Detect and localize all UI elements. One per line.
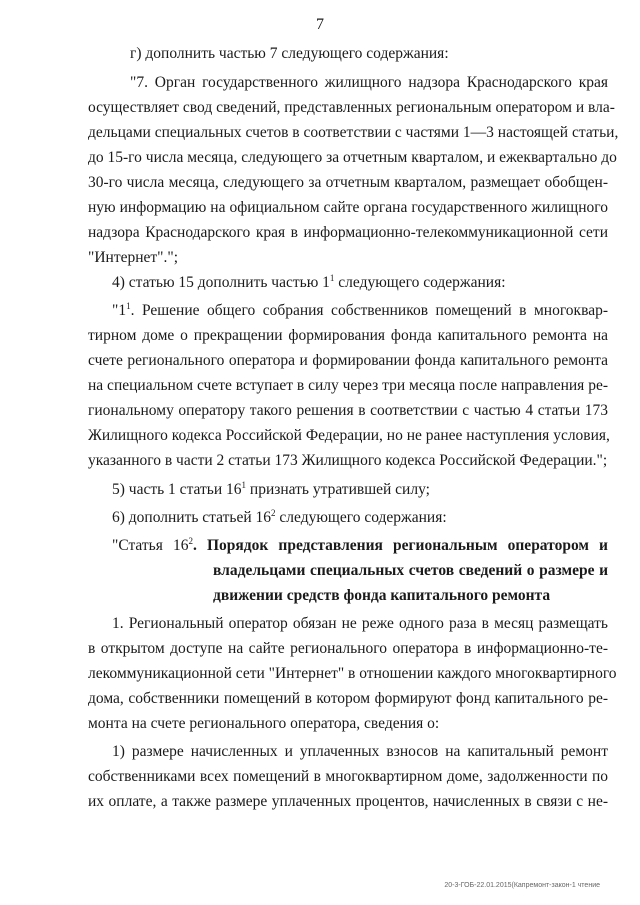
text-line: дельцами специальных счетов в соответствии с частями 1—3 настоящей статьи, xyxy=(88,124,619,141)
article-heading: "Статья $16^2$. Порядок представления региональным оператором и xyxy=(112,536,608,554)
text-line: до 15-го числа месяца, следующего за отчетным кварталом, и ежеквартально до xyxy=(88,149,617,166)
page-number: 7 xyxy=(316,16,324,33)
text-line: 4) статью 15 дополнить частью $1^1$ следующего содержания: xyxy=(112,273,506,291)
text-line: "$1^1$. Решение общего собрания собственников помещений в многоквар- xyxy=(112,301,608,319)
text-line: надзора Краснодарского края в информационно-телекоммуникационной сети xyxy=(88,224,608,241)
text-line: на специальном счете вступает в силу через три месяца после направления ре- xyxy=(88,377,608,394)
superscript: 1 xyxy=(329,273,335,283)
text-line: тирном доме о прекращении формирования фонда капитального ремонта на xyxy=(88,327,608,344)
text-line: их оплате, а также размере уплаченных процентов, начисленных в связи с не- xyxy=(88,793,608,810)
text-line: собственниками всех помещений в многоквартирном доме, задолженности по xyxy=(88,768,608,785)
text-line: дома, собственники помещений в котором формируют фонд капитального ре- xyxy=(88,690,608,707)
text-line: ную информацию на официальном сайте органа государственного жилищного xyxy=(88,199,608,216)
text-line: 6) дополнить статьей $16^2$ следующего содержания: xyxy=(112,508,447,526)
text-line: монта на счете регионального оператора, сведения о: xyxy=(88,715,440,732)
text-line: лекоммуникационной сети "Интернет" в отношении каждого многоквартирного xyxy=(88,665,617,682)
superscript: 2 xyxy=(271,508,276,518)
article-heading-line: движении средств фонда капитального ремонта xyxy=(213,587,551,604)
superscript: 2 xyxy=(188,536,193,546)
text-line: в открытом доступе на сайте регионального оператора в информационно-те- xyxy=(88,640,608,657)
article-heading-line: владельцами специальных счетов сведений о размере и xyxy=(213,562,608,579)
superscript: 1 xyxy=(126,301,131,311)
text-line: осуществляет свод сведений, представленных региональным оператором и вла- xyxy=(88,99,615,116)
text-line: 1) размере начисленных и уплаченных взносов на капитальный ремонт xyxy=(112,743,608,760)
text-line: указанного в части 2 статьи 173 Жилищного кодекса Российской Федерации."; xyxy=(88,452,608,469)
superscript: 1 xyxy=(241,480,247,490)
text-line: "Интернет"."; xyxy=(88,249,179,266)
text-line: г) дополнить частью 7 следующего содержания: xyxy=(130,45,449,62)
text-line: "7. Орган государственного жилищного надзора Краснодарского края xyxy=(130,74,608,91)
text-line: счете регионального оператора и формировании фонда капитального ремонта xyxy=(88,352,608,369)
document-footer: 20-3-ГОБ-22.01.2015(Капремонт-закон-1 чтение xyxy=(444,882,600,889)
text-line: гиональному оператору такого решения в соответствии с частью 4 статьи 173 xyxy=(88,402,608,419)
text-line: 5) часть 1 статьи $16^1$ признать утратившей силу; xyxy=(112,480,430,498)
text-line: 30-го числа месяца, следующего за отчетным кварталом, размещает обобщен- xyxy=(88,174,608,191)
text-line: Жилищного кодекса Российской Федерации, но не ранее наступления условия, xyxy=(88,427,610,444)
text-line: 1. Региональный оператор обязан не реже одного раза в месяц размещать xyxy=(112,615,608,632)
